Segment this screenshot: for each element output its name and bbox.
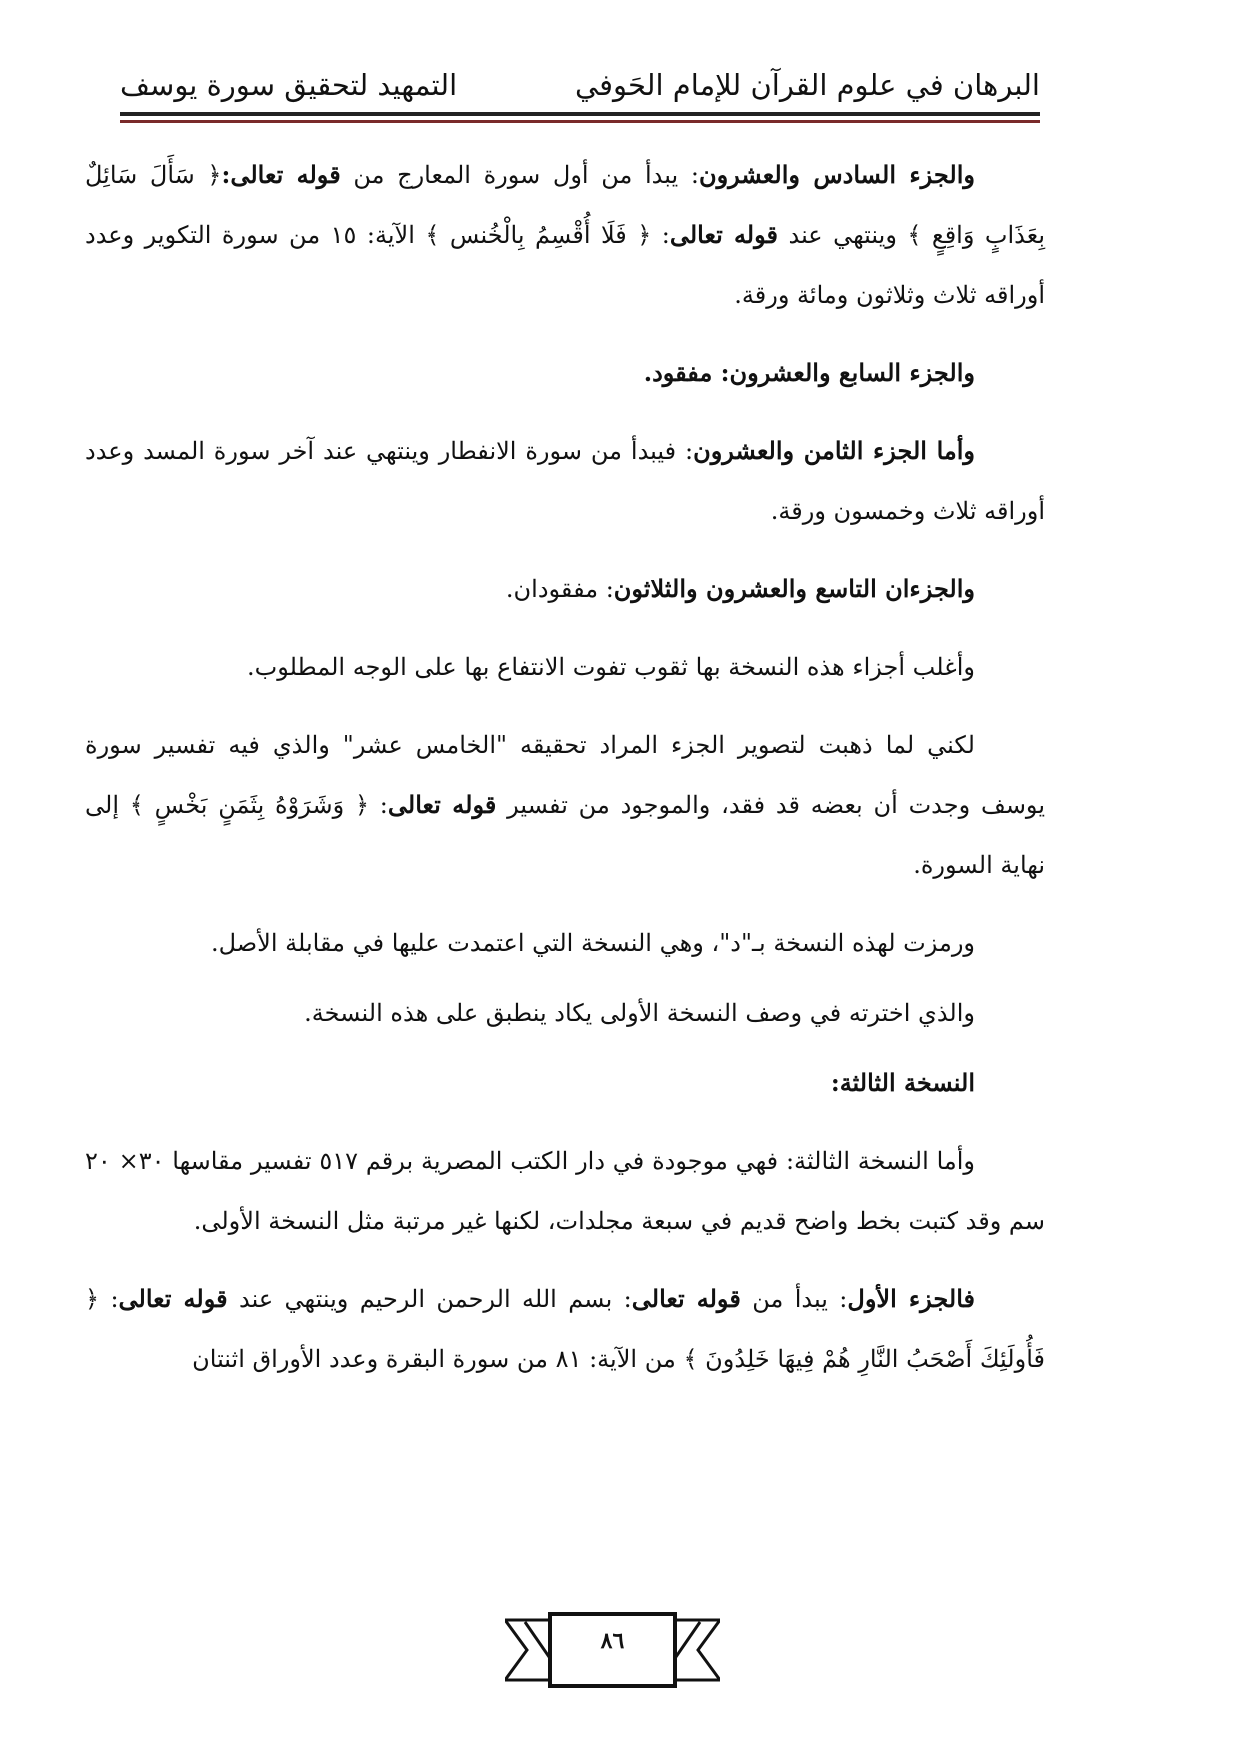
paragraph-part-28 — [85, 421, 1045, 541]
section-heading-third-copy — [85, 1053, 1045, 1113]
quran-verse: : ﴿ فَأُولَئِكَ أَصْحَبُ النَّارِ هُمْ فِيهَا خَلِدُونَ ﴾ — [85, 1285, 1045, 1373]
text-run: : مفقود. — [643, 358, 730, 387]
text-run: : يبدأ من — [740, 1285, 848, 1313]
paragraph-third-copy — [85, 1131, 1045, 1251]
paragraph-parts-29-30 — [85, 559, 1045, 619]
header-rule-thin — [120, 120, 1040, 123]
text-run: إلى نهاية السورة. — [85, 791, 1045, 879]
section-title: التمهيد لتحقيق سورة يوسف — [120, 68, 458, 102]
part-heading: والجزءان التاسع والعشرون والثلاثون — [613, 574, 975, 603]
text-run: وأغلب أجزاء هذه النسخة بها ثقوب تفوت الانتفاع بها على الوجه المطلوب. — [246, 653, 975, 681]
running-header — [120, 64, 1040, 112]
text-run: : مفقودان. — [505, 575, 614, 603]
text-run: من الآية: ٨١ من سورة البقرة وعدد الأوراق اثنتان — [192, 1345, 684, 1373]
quote-intro: قوله تعالى — [118, 1284, 228, 1313]
part-heading: وأما الجزء الثامن والعشرون — [693, 436, 976, 465]
text-run: وينتهي عند — [778, 221, 908, 249]
quran-verse: : ﴿ وَشَرَوْهُ بِثَمَنٍ بَخْسٍ ﴾ — [129, 791, 388, 819]
quran-verse: : ﴿ فَلَا أُقْسِمُ بِالْخُنس ﴾ — [425, 221, 670, 249]
body-text — [85, 145, 1045, 1407]
part-heading: والجزء السادس والعشرون — [698, 160, 975, 189]
paragraph-first-part — [85, 1269, 1045, 1389]
page-number: ٨٦ — [600, 1628, 625, 1654]
text-run: : يبدأ من أول سورة المعارج من — [340, 161, 699, 189]
paragraph-symbol-note — [85, 913, 1045, 973]
quote-intro: قوله تعالى: — [221, 160, 341, 189]
paragraph-holes-note — [85, 637, 1045, 697]
text-run: لكني لما ذهبت لتصوير الجزء المراد تحقيقه "الخامس عشر" والذي فيه تفسير سورة يوسف وجدت أن بعضه قد فقد، والموجود من تفسير — [85, 731, 1046, 819]
book-title: البرهان في علوم القرآن للإمام الحَوفي — [574, 68, 1040, 102]
text-run: الآية: ١٥ من سورة التكوير وعدد أوراقه ثلاث وثلاثون ومائة ورقة. — [85, 221, 1045, 309]
quran-verse: ﴿ سَأَلَ سَائِلٌ بِعَذَابٍ وَاقِعٍ ﴾ — [85, 161, 1046, 249]
text-run: والذي اخترته في وصف النسخة الأولى يكاد ينطبق على هذه النسخة. — [304, 999, 975, 1027]
heading-text: النسخة الثالثة: — [830, 1068, 975, 1097]
text-run: ورمزت لهذه النسخة بـ"د"، وهي النسخة التي اعتمدت عليها في مقابلة الأصل. — [210, 929, 975, 957]
quote-intro: قوله تعالى — [631, 1284, 741, 1313]
paragraph-part-27 — [85, 343, 1045, 403]
page-number-ribbon — [505, 1610, 720, 1690]
paragraph-description-note — [85, 983, 1045, 1043]
part-heading: فالجزء الأول — [847, 1284, 976, 1313]
text-run: وأما النسخة الثالثة: فهي موجودة في دار الكتب المصرية برقم ٥١٧ تفسير مقاسها ٣٠× ٢٠ سم وقد كتبت بخط واضح قديم في سبعة مجلدات، لكنها غير مرتبة مثل النسخة الأولى. — [85, 1147, 1045, 1235]
header-rule-thick — [120, 112, 1040, 116]
text-run: : فيبدأ من سورة الانفطار وينتهي عند آخر سورة المسد وعدد أوراقه ثلاث وخمسون ورقة. — [85, 437, 1045, 525]
paragraph-missing-note — [85, 715, 1045, 895]
part-heading: والجزء السابع والعشرون — [729, 358, 975, 387]
quote-intro: قوله تعالى — [387, 790, 497, 819]
text-run: : بسم الله الرحمن الرحيم وينتهي عند — [227, 1285, 632, 1313]
paragraph-part-26 — [85, 145, 1045, 325]
quote-intro: قوله تعالى — [669, 220, 778, 249]
